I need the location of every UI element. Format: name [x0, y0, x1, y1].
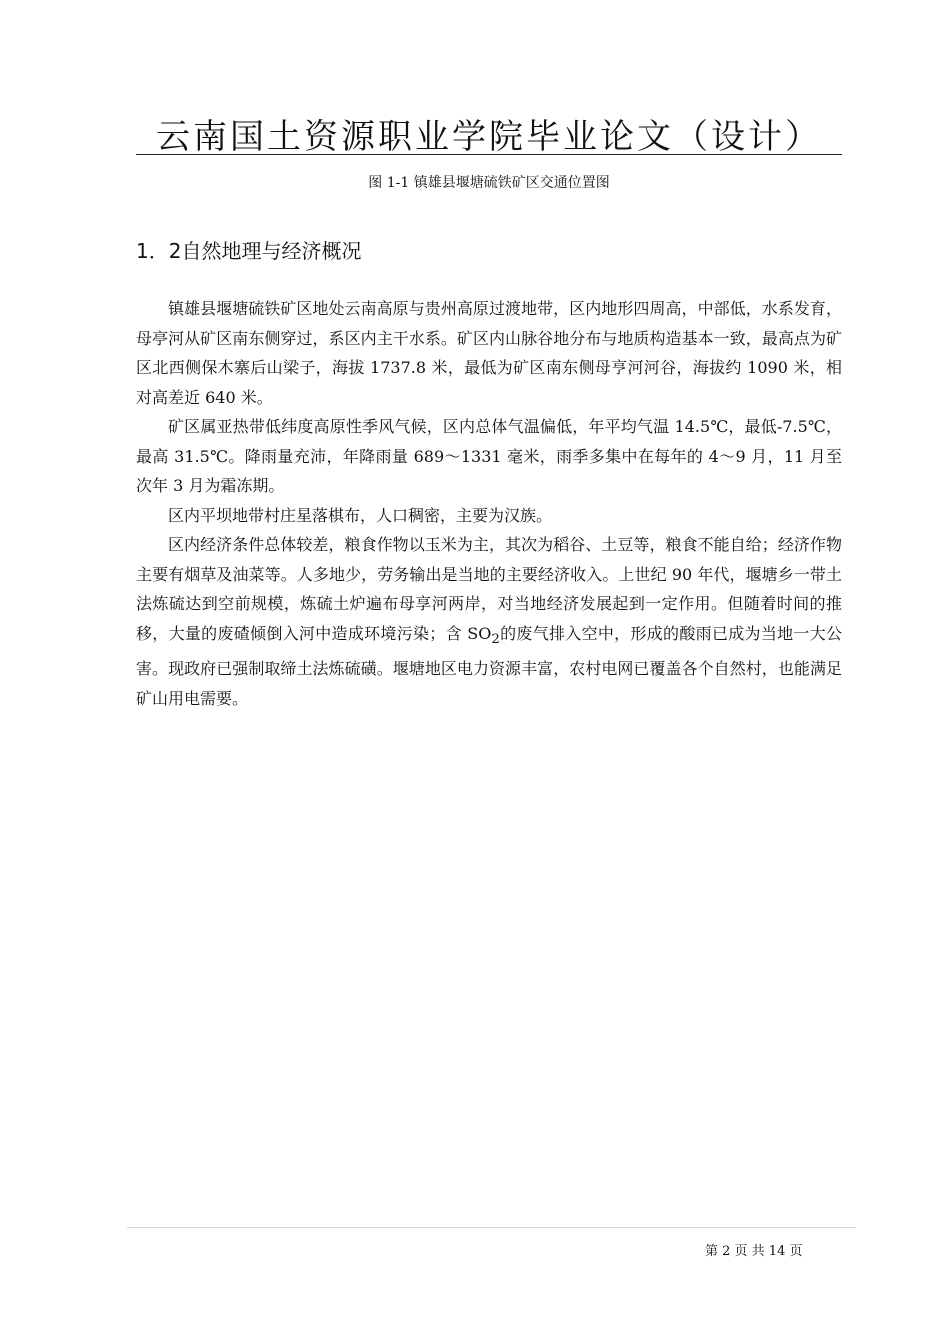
header-divider — [136, 154, 842, 155]
body-text — [136, 294, 842, 713]
economy-text-part-2: 的废气排入空中，形成的酸雨已成为当地一大公害。现政府已强制取缔土法炼硫磺。堰塘地区电力资源丰富，农村电网已覆盖各个自然村，也能满足矿山用电需要。 — [136, 623, 842, 708]
paragraph-geography: 镇雄县堰塘硫铁矿区地处云南高原与贵州高原过渡地带，区内地形四周高，中部低，水系发育，母亭河从矿区南东侧穿过，系区内主干水系。矿区内山脉谷地分布与地质构造基本一致，最高点为矿区北西侧保木寨后山梁子，海拔 1737.8 米，最低为矿区南东侧母亨河河谷，海拔约 1090 米，相对高差近 640 米。 — [136, 299, 842, 407]
economy-text-part-1: 区内经济条件总体较差，粮食作物以玉米为主，其次为稻谷、土豆等，粮食不能自给；经济作物主要有烟草及油菜等。人多地少，劳务输出是当地的主要经济收入。上世纪 90 年代，堰塘乡一带土法炼硫达到空前规模，炼硫土炉遍布母享河两岸，对当地经济发展起到一定作用。但随着时间的推移，大量的废碴倾倒入河中造成环境污染；含 SO — [136, 535, 842, 643]
document-header-title: 云南国土资源职业学院毕业论文（设计） — [156, 117, 822, 157]
paragraph-economy — [136, 530, 842, 713]
section-heading: 1．2自然地理与经济概况 — [136, 239, 362, 263]
so2-subscript: 2 — [491, 631, 500, 647]
figure-caption: 图 1-1 镇雄县堰塘硫铁矿区交通位置图 — [368, 175, 610, 191]
page-number: 第 2 页 共 14 页 — [705, 1244, 803, 1259]
paragraph-population: 区内平坝地带村庄星落棋布，人口稠密，主要为汉族。 — [168, 505, 553, 525]
footer-divider — [127, 1227, 856, 1228]
paragraph-climate: 矿区属亚热带低纬度高原性季风气候，区内总体气温偏低，年平均气温 14.5℃，最低-7.5℃，最高 31.5℃。降雨量充沛，年降雨量 689～1331 毫米，雨季多集中在每年的 4～9 月，11 月至次年 3 月为霜冻期。 — [136, 417, 842, 495]
